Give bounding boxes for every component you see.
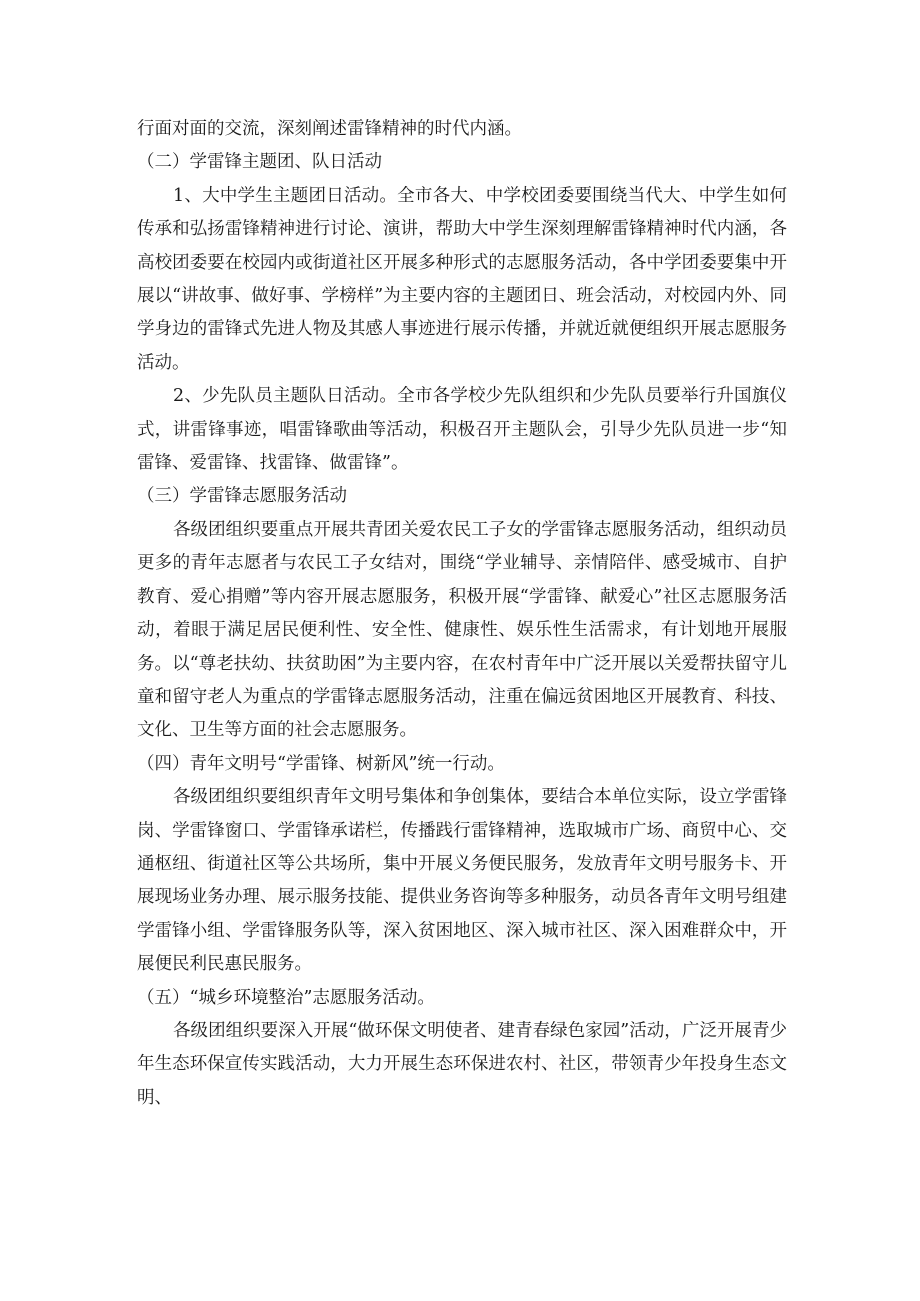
paragraph-volunteer-service: 各级团组织要重点开展共青团关爱农民工子女的学雷锋志愿服务活动，组织动员更多的青年志愿者与农民工子女结对，围绕“学业辅导、亲情陪伴、感受城市、自护教育、爱心捐赠”等内容开展志愿服务，积极开展“学雷锋、献爱心”社区志愿服务活动，着眼于满足居民便利性、安全性、健康性、娱乐性生活需求，有计划地开展服务。以“尊老扶幼、扶贫助困”为主要内容，在农村青年中广泛开展以关爱帮扶留守儿童和留守老人为重点的学雷锋志愿服务活动，注重在偏远贫困地区开展教育、科技、文化、卫生等方面的社会志愿服务。 bbox=[137, 519, 787, 741]
paragraph-continued: 行面对面的交流，深刻阐述雷锋精神的时代内涵。 bbox=[137, 119, 522, 139]
section-heading-3: （三）学雷锋志愿服务活动 bbox=[137, 486, 347, 507]
section-heading-4: （四）青年文明号“学雷锋、树新风”统一行动。 bbox=[137, 753, 505, 774]
paragraph-environment: 各级团组织要深入开展“做环保文明使者、建青春绿色家园”活动，广泛开展青少年生态环保宣传实践活动，大力开展生态环保进农村、社区，带领青少年投身生态文明、 bbox=[137, 1020, 787, 1108]
paragraph-pioneer-day: 2、少先队员主题队日活动。全市各学校少先队组织和少先队员要举行升国旗仪式，讲雷锋事迹，唱雷锋歌曲等活动，积极召开主题队会，引导少先队员进一步“知雷锋、爱雷锋、找雷锋、做雷锋”。 bbox=[137, 386, 787, 474]
section-heading-2: （二）学雷锋主题团、队日活动 bbox=[137, 152, 382, 173]
document-body bbox=[137, 113, 787, 1115]
paragraph-civilization-unit: 各级团组织要组织青年文明号集体和争创集体，要结合本单位实际，设立学雷锋岗、学雷锋窗口、学雷锋承诺栏，传播践行雷锋精神，选取城市广场、商贸中心、交通枢纽、街道社区等公共场所，集中开展义务便民服务，发放青年文明号服务卡、开展现场业务办理、展示服务技能、提供业务咨询等多种服务，动员各青年文明号组建学雷锋小组、学雷锋服务队等，深入贫困地区、深入城市社区、深入困难群众中，开展便民利民惠民服务。 bbox=[137, 787, 787, 975]
paragraph-team-day: 1、大中学生主题团日活动。全市各大、中学校团委要围绕当代大、中学生如何传承和弘扬雷锋精神进行讨论、演讲，帮助大中学生深刻理解雷锋精神时代内涵，各高校团委要在校园内或街道社区开展多种形式的志愿服务活动，各中学团委要集中开展以“讲故事、做好事、学榜样”为主要内容的主题团日、班会活动，对校园内外、同学身边的雷锋式先进人物及其感人事迹进行展示传播，并就近就便组织开展志愿服务活动。 bbox=[137, 185, 787, 373]
section-heading-5: （五）“城乡环境整治”志愿服务活动。 bbox=[137, 987, 435, 1008]
